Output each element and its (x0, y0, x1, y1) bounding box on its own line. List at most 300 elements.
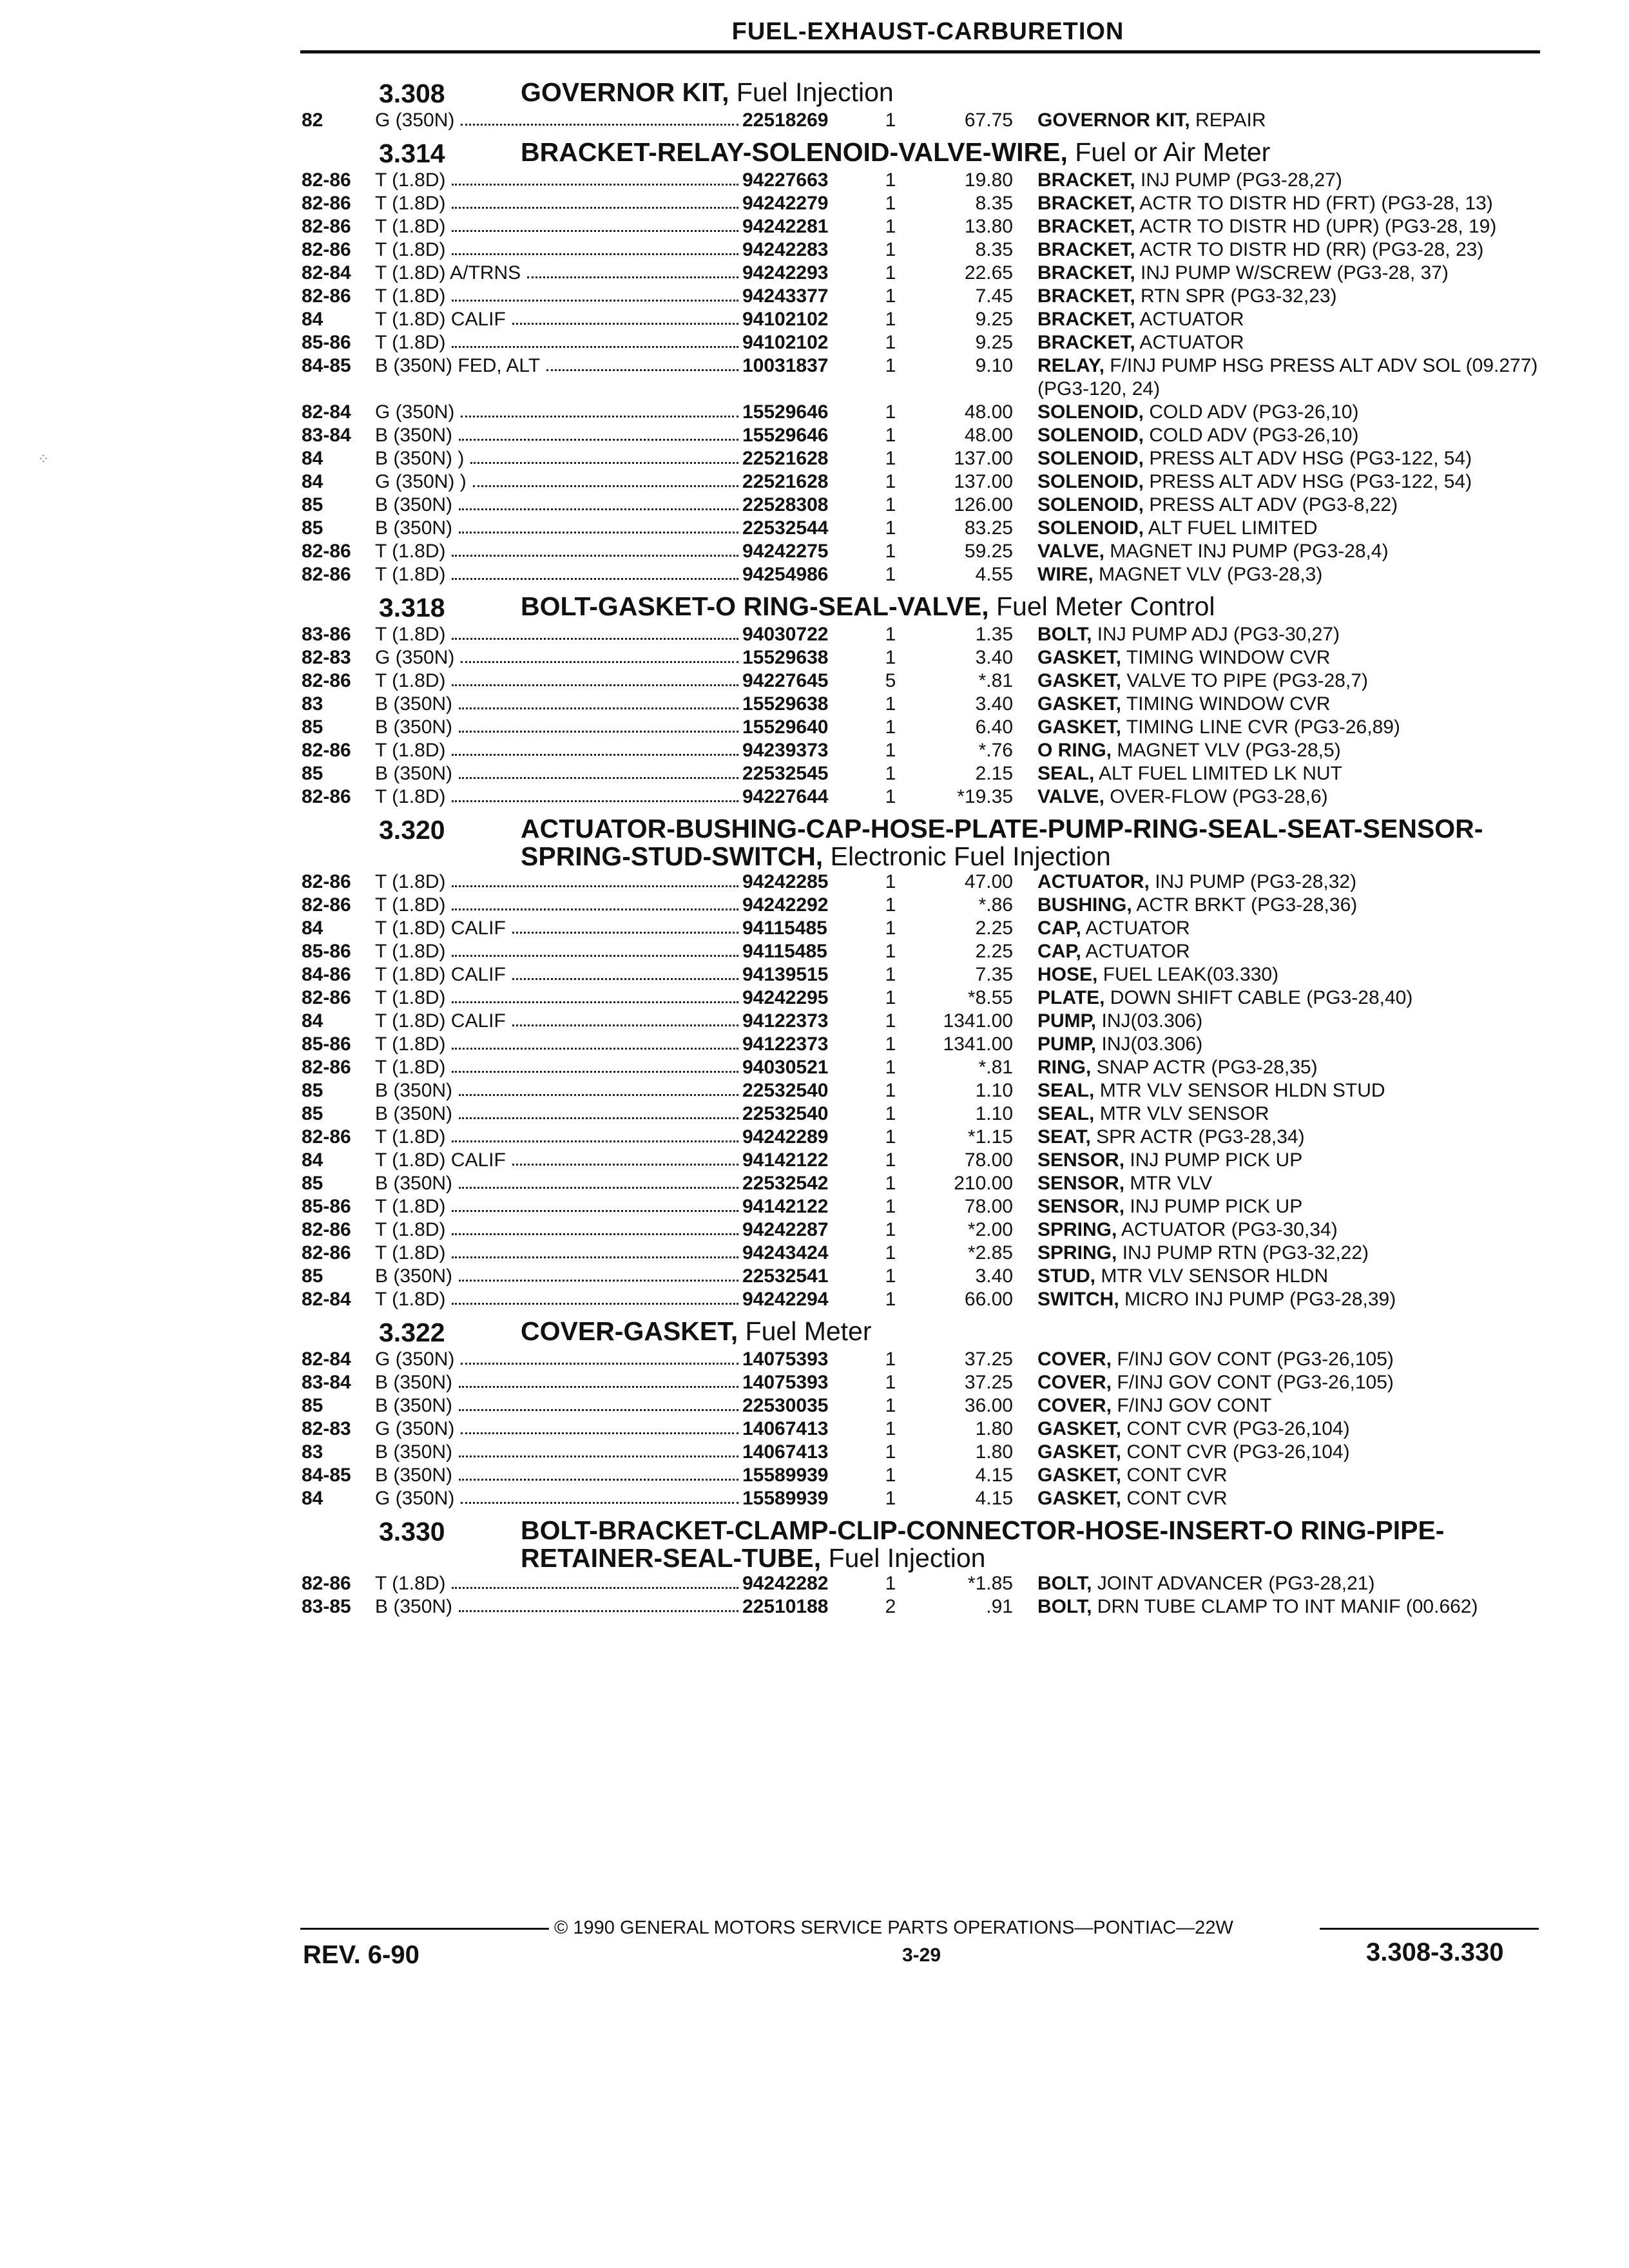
application (375, 1265, 742, 1288)
description-text: COLD ADV (PG3-26,10) (1144, 425, 1359, 446)
description-text: F/INJ GOV CONT (PG3-26,105) (1112, 1372, 1394, 1393)
application (375, 1288, 742, 1311)
part-row (302, 1348, 1545, 1371)
section-title-main: GOVERNOR KIT, (521, 77, 729, 107)
part-row (302, 1126, 1545, 1149)
dot-leader (459, 1102, 738, 1119)
price: 7.45 (975, 285, 1013, 307)
quantity: 1 (885, 941, 896, 962)
model-years: 82-86 (302, 871, 351, 892)
part-number: 22532540 (742, 1080, 829, 1101)
model-years: 85 (302, 1265, 323, 1287)
part-number: 94142122 (742, 1149, 829, 1171)
description-noun: GASKET, (1037, 716, 1122, 738)
price: 1.10 (975, 1080, 1013, 1101)
dot-leader (459, 1265, 738, 1282)
dot-leader (459, 1079, 738, 1096)
price: 22.65 (964, 262, 1013, 284)
quantity: 1 (885, 786, 896, 807)
part-number: 94227645 (742, 670, 829, 691)
description-text: ACTR TO DISTR HD (FRT) (PG3-28, 13) (1135, 193, 1493, 214)
quantity: 1 (885, 471, 896, 492)
model-years: 82-86 (302, 1573, 351, 1594)
price: 2.25 (975, 918, 1013, 939)
application (375, 940, 742, 963)
part-number: 94102102 (742, 332, 829, 353)
dot-leader (461, 646, 738, 663)
application (375, 1218, 742, 1242)
part-row (302, 494, 1545, 517)
quantity: 1 (885, 1196, 896, 1217)
application-text: T (1.8D) (375, 786, 446, 807)
description-noun: HOSE, (1037, 964, 1098, 985)
description-noun: BOLT, (1037, 1596, 1092, 1617)
price: 3.40 (975, 1265, 1013, 1287)
price: 137.00 (954, 471, 1013, 492)
section-header (302, 815, 1545, 870)
description-text: ACTUATOR (1081, 918, 1190, 939)
description-text: CONT CVR (PG3-26,104) (1121, 1441, 1350, 1463)
description (1037, 894, 1545, 917)
dot-leader (452, 739, 738, 756)
model-years: 82-84 (302, 262, 351, 284)
price: 8.35 (975, 239, 1013, 260)
quantity: 1 (885, 763, 896, 784)
application-text: T (1.8D) (375, 987, 446, 1008)
description-noun: VALVE, (1037, 541, 1104, 562)
description-text: CONT CVR (1121, 1465, 1228, 1486)
dot-leader (459, 1464, 738, 1481)
section-title (521, 593, 1545, 620)
application-text: T (1.8D) (375, 239, 446, 260)
description-noun: SOLENOID, (1037, 517, 1144, 539)
model-years: 84 (302, 1010, 323, 1032)
part-number: 94139515 (742, 964, 829, 985)
part-number: 22532541 (742, 1265, 829, 1287)
description-text: INJ PUMP ADJ (PG3-30,27) (1092, 624, 1340, 645)
quantity: 1 (885, 1265, 896, 1287)
description (1037, 192, 1545, 215)
description-text: ACTUATOR (1135, 332, 1244, 353)
section-number: 3.318 (379, 593, 445, 622)
part-number: 22521628 (742, 471, 829, 492)
dot-leader (512, 963, 738, 980)
price: 8.35 (975, 193, 1013, 214)
dot-leader (459, 494, 738, 510)
description-text: MAGNET VLV (PG3-28,3) (1093, 564, 1323, 585)
quantity: 1 (885, 401, 896, 423)
description-noun: RELAY, (1037, 355, 1104, 376)
model-years: 82-86 (302, 239, 351, 260)
application-text: T (1.8D) (375, 894, 446, 916)
dot-leader (452, 1218, 738, 1235)
price: 36.00 (964, 1395, 1013, 1416)
part-row (302, 1102, 1545, 1126)
dot-leader (452, 1288, 738, 1305)
description (1037, 1288, 1545, 1311)
description-noun: VALVE, (1037, 786, 1104, 807)
part-number: 22530035 (742, 1395, 829, 1416)
part-row (302, 870, 1545, 894)
description (1037, 1172, 1545, 1195)
description (1037, 669, 1545, 693)
model-years: 82-84 (302, 1289, 351, 1310)
application (375, 739, 742, 762)
dot-leader (452, 192, 738, 209)
price: *.76 (978, 740, 1013, 761)
part-row (302, 262, 1545, 285)
application (375, 693, 742, 716)
description-noun: BRACKET, (1037, 239, 1135, 260)
part-number: 14075393 (742, 1349, 829, 1370)
part-number: 15589939 (742, 1488, 829, 1509)
application-text: G (350N) (375, 401, 455, 423)
description-text: ACTR TO DISTR HD (RR) (PG3-28, 23) (1135, 239, 1484, 260)
part-row (302, 1056, 1545, 1079)
price: 83.25 (964, 517, 1013, 539)
section-range: 3.308-3.330 (1366, 1938, 1504, 1966)
description (1037, 262, 1545, 285)
part-row (302, 693, 1545, 716)
application-text: T (1.8D) (375, 1573, 446, 1594)
description (1037, 215, 1545, 238)
model-years: 85 (302, 1103, 323, 1124)
part-row (302, 354, 1545, 401)
model-years: 83-85 (302, 1596, 351, 1617)
description (1037, 1149, 1545, 1172)
description-noun: SOLENOID, (1037, 401, 1144, 423)
description-noun: BRACKET, (1037, 169, 1135, 191)
part-row (302, 517, 1545, 540)
quantity: 1 (885, 1395, 896, 1416)
price: *19.35 (957, 786, 1013, 807)
application (375, 540, 742, 563)
section-number: 3.314 (379, 139, 445, 168)
description (1037, 1195, 1545, 1218)
dot-leader (452, 1242, 738, 1258)
description-text: MAGNET VLV (PG3-28,5) (1112, 740, 1341, 761)
part-number: 94102102 (742, 309, 829, 330)
application (375, 470, 742, 494)
part-row (302, 669, 1545, 693)
description (1037, 494, 1545, 517)
dot-leader (527, 262, 738, 278)
description (1037, 1056, 1545, 1079)
model-years: 83 (302, 693, 323, 715)
description-text: SPR ACTR (PG3-28,34) (1090, 1126, 1305, 1148)
description (1037, 917, 1545, 940)
section-title-main: BRACKET-RELAY-SOLENOID-VALVE-WIRE, (521, 137, 1068, 167)
application (375, 986, 742, 1010)
description-noun: SEAT, (1037, 1126, 1091, 1148)
price: 13.80 (964, 216, 1013, 237)
dot-leader (452, 940, 738, 957)
application-text: T (1.8D) CALIF (375, 309, 506, 330)
part-number: 94242295 (742, 987, 829, 1008)
price: 137.00 (954, 448, 1013, 469)
part-number: 14075393 (742, 1372, 829, 1393)
part-number: 94242292 (742, 894, 829, 916)
quantity: 1 (885, 309, 896, 330)
application-text: T (1.8D) (375, 332, 446, 353)
description (1037, 1441, 1545, 1464)
part-row (302, 192, 1545, 215)
application-text: T (1.8D) A/TRNS (375, 262, 521, 284)
part-number: 22532544 (742, 517, 829, 539)
application (375, 192, 742, 215)
application-text: T (1.8D) CALIF (375, 1149, 506, 1171)
part-row (302, 1242, 1545, 1265)
section-title (521, 139, 1545, 166)
description (1037, 109, 1545, 132)
description (1037, 1572, 1545, 1595)
application-text: B (350N) (375, 1080, 453, 1101)
price: 4.15 (975, 1465, 1013, 1486)
quantity: 1 (885, 1418, 896, 1439)
model-years: 85 (302, 1173, 323, 1194)
model-years: 85 (302, 517, 323, 539)
description-noun: COVER, (1037, 1372, 1112, 1393)
part-row (302, 109, 1545, 132)
model-years: 84 (302, 1488, 323, 1509)
quantity: 1 (885, 1126, 896, 1148)
application-text: T (1.8D) (375, 1126, 446, 1148)
description-text: ACTUATOR (1081, 941, 1190, 962)
description-noun: BRACKET, (1037, 309, 1135, 330)
part-number: 22532542 (742, 1173, 829, 1194)
description-noun: GASKET, (1037, 1418, 1122, 1439)
application (375, 646, 742, 669)
section-subtitle: Fuel Meter Control (988, 591, 1215, 621)
price: .91 (986, 1596, 1013, 1617)
part-row (302, 447, 1545, 470)
application-text: B (350N) (375, 693, 453, 715)
part-number: 94243377 (742, 285, 829, 307)
description-noun: SEAL, (1037, 1080, 1095, 1101)
description-text: PRESS ALT ADV HSG (PG3-122, 54) (1144, 471, 1472, 492)
quantity: 1 (885, 624, 896, 645)
part-number: 94122373 (742, 1010, 829, 1032)
description (1037, 1464, 1545, 1487)
description (1037, 1348, 1545, 1371)
price: 7.35 (975, 964, 1013, 985)
application (375, 285, 742, 308)
page-header: FUEL-EXHAUST-CARBURETION (731, 18, 1124, 45)
model-years: 84-86 (302, 964, 351, 985)
quantity: 1 (885, 918, 896, 939)
dot-leader (452, 669, 738, 686)
model-years: 82-86 (302, 1219, 351, 1240)
part-number: 94227644 (742, 786, 829, 807)
dot-leader (452, 1056, 738, 1073)
part-row (302, 1464, 1545, 1487)
dot-leader (452, 1572, 738, 1589)
application (375, 262, 742, 285)
description (1037, 1126, 1545, 1149)
section-subtitle: Electronic Fuel Injection (823, 841, 1111, 871)
dot-leader (452, 986, 738, 1003)
description (1037, 1102, 1545, 1126)
quantity: 1 (885, 285, 896, 307)
price: *1.85 (967, 1573, 1013, 1594)
application (375, 401, 742, 424)
description (1037, 563, 1545, 586)
price: 78.00 (964, 1196, 1013, 1217)
part-number: 22532545 (742, 763, 829, 784)
application (375, 494, 742, 517)
quantity: 1 (885, 1349, 896, 1370)
description-noun: SOLENOID, (1037, 448, 1144, 469)
description-noun: SPRING, (1037, 1219, 1117, 1240)
quantity: 1 (885, 517, 896, 539)
part-row (302, 1418, 1545, 1441)
dot-leader (512, 1010, 738, 1026)
part-row (302, 424, 1545, 447)
price: *1.15 (967, 1126, 1013, 1148)
application-text: B (350N) (375, 1441, 453, 1463)
section-subtitle: Fuel Injection (729, 77, 894, 107)
application-text: T (1.8D) (375, 624, 446, 645)
section-title-main: BOLT-GASKET-O RING-SEAL-VALVE, (521, 591, 989, 621)
model-years: 82 (302, 110, 323, 131)
section-subtitle: Fuel Injection (821, 1543, 986, 1573)
application-text: T (1.8D) (375, 285, 446, 307)
description-text: MAGNET INJ PUMP (PG3-28,4) (1104, 541, 1389, 562)
part-number: 15589939 (742, 1465, 829, 1486)
application (375, 669, 742, 693)
dot-leader (452, 1033, 738, 1050)
price: *.81 (978, 1057, 1013, 1078)
description (1037, 447, 1545, 470)
description-text: TIMING WINDOW CVR (1121, 693, 1331, 715)
description-noun: GASKET, (1037, 1465, 1122, 1486)
application (375, 917, 742, 940)
application (375, 331, 742, 354)
application (375, 1371, 742, 1394)
part-row (302, 238, 1545, 262)
footer-rule-left (300, 1928, 549, 1930)
dot-leader (452, 563, 738, 580)
application-text: T (1.8D) (375, 670, 446, 691)
description-text: DRN TUBE CLAMP TO INT MANIF (00.662) (1092, 1596, 1478, 1617)
part-number: 94142122 (742, 1196, 829, 1217)
application (375, 1572, 742, 1595)
description-text: FUEL LEAK(03.330) (1097, 964, 1279, 985)
application (375, 238, 742, 262)
application-text: T (1.8D) CALIF (375, 964, 506, 985)
quantity: 1 (885, 1033, 896, 1055)
price: 66.00 (964, 1289, 1013, 1310)
part-row (302, 169, 1545, 192)
dot-leader (461, 1348, 738, 1365)
model-years: 82-86 (302, 169, 351, 191)
application (375, 517, 742, 540)
description-noun: PUMP, (1037, 1010, 1097, 1032)
model-years: 83-86 (302, 624, 351, 645)
description-noun: GASKET, (1037, 693, 1122, 715)
model-years: 82-86 (302, 894, 351, 916)
description-text: INJ PUMP PICK UP (1124, 1149, 1303, 1171)
section-title (521, 1517, 1545, 1572)
application-text: G (350N) (375, 1349, 455, 1370)
application-text: B (350N) (375, 1596, 453, 1617)
quantity: 1 (885, 169, 896, 191)
dot-leader (461, 1418, 738, 1434)
model-years: 82-86 (302, 541, 351, 562)
quantity: 1 (885, 1289, 896, 1310)
quantity: 1 (885, 1010, 896, 1032)
description (1037, 354, 1545, 401)
description-noun: BRACKET, (1037, 332, 1135, 353)
application (375, 215, 742, 238)
model-years: 82-86 (302, 987, 351, 1008)
part-number: 94242293 (742, 262, 829, 284)
model-years: 84-85 (302, 1465, 351, 1486)
application-text: T (1.8D) CALIF (375, 918, 506, 939)
price: 78.00 (964, 1149, 1013, 1171)
price: 3.40 (975, 693, 1013, 715)
application (375, 1056, 742, 1079)
part-number: 94239373 (742, 740, 829, 761)
price: 1.35 (975, 624, 1013, 645)
description-noun: BRACKET, (1037, 285, 1135, 307)
application (375, 1595, 742, 1619)
revision-label: REV. 6-90 (303, 1941, 419, 1969)
application (375, 1172, 742, 1195)
section-header (302, 1517, 1545, 1572)
application (375, 1441, 742, 1464)
description-text: F/INJ PUMP HSG PRESS ALT ADV SOL (09.277) (PG3-120, 24) (1037, 355, 1538, 399)
section-header (302, 79, 1545, 109)
model-years: 82-86 (302, 1057, 351, 1078)
quantity: 1 (885, 216, 896, 237)
part-number: 94242275 (742, 541, 829, 562)
description-text: ACTR TO DISTR HD (UPR) (PG3-28, 19) (1135, 216, 1497, 237)
application-text: T (1.8D) (375, 216, 446, 237)
quantity: 2 (885, 1596, 896, 1617)
application (375, 716, 742, 739)
application-text: T (1.8D) (375, 1196, 446, 1217)
description-text: INJ PUMP PICK UP (1124, 1196, 1303, 1217)
model-years: 82-86 (302, 786, 351, 807)
parts-listing (302, 72, 1545, 1619)
part-number: 94242281 (742, 216, 829, 237)
application (375, 1418, 742, 1441)
description (1037, 1371, 1545, 1394)
price: 9.25 (975, 309, 1013, 330)
description-noun: SOLENOID, (1037, 471, 1144, 492)
part-row (302, 762, 1545, 785)
dot-leader (452, 215, 738, 232)
part-number: 10031837 (742, 355, 829, 376)
description (1037, 762, 1545, 785)
quantity: 1 (885, 1219, 896, 1240)
part-number: 14067413 (742, 1441, 829, 1463)
application (375, 447, 742, 470)
dot-leader (459, 1172, 738, 1189)
quantity: 1 (885, 541, 896, 562)
part-row (302, 986, 1545, 1010)
dot-leader (452, 623, 738, 640)
application (375, 1102, 742, 1126)
section-title (521, 815, 1545, 870)
part-row (302, 1441, 1545, 1464)
part-number: 94122373 (742, 1033, 829, 1055)
dot-leader (512, 308, 738, 325)
part-row (302, 215, 1545, 238)
price: 1341.00 (943, 1010, 1013, 1032)
section-number: 3.322 (379, 1318, 445, 1347)
